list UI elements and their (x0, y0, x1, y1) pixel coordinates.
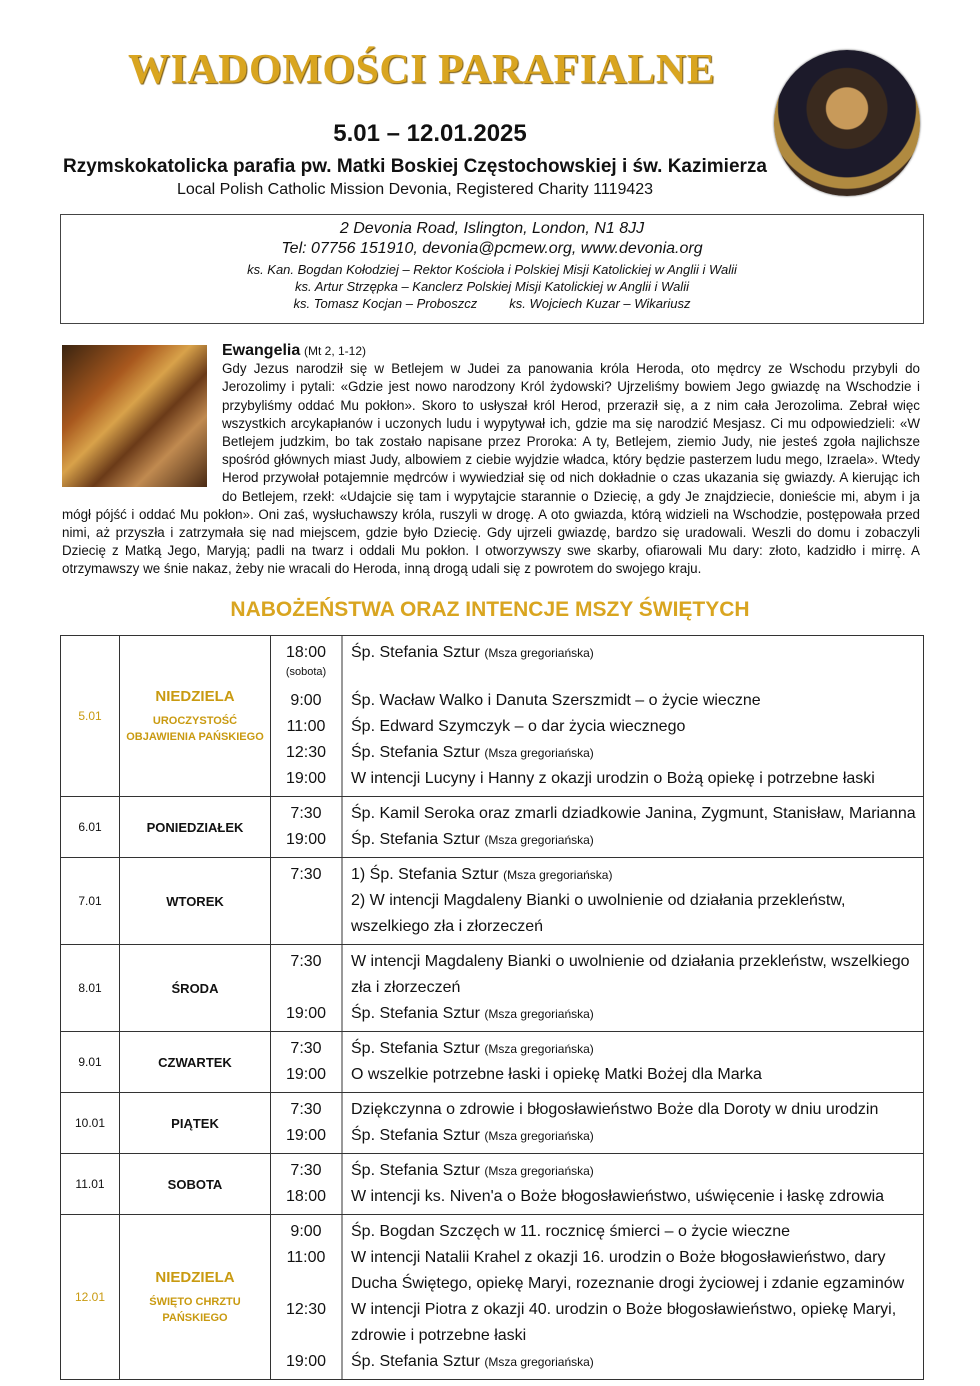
day-name: NIEDZIELA (155, 1268, 235, 1286)
mass-time (271, 1036, 341, 1062)
mass-time-value: 19:00 (285, 1005, 327, 1022)
parish-name: Rzymskokatolicka parafia pw. Matki Boskiej Częstochowskiej i św. Kazimierza (63, 156, 767, 177)
clergy-vicar: ks. Wojciech Kuzar – Wikariusz (509, 296, 691, 311)
day-name: NIEDZIELA (155, 687, 235, 705)
mass-entry (271, 1158, 923, 1184)
contact-box (60, 214, 924, 324)
newsletter-title: WIADOMOŚCI PARAFIALNE (128, 47, 716, 93)
mass-intention (341, 1001, 923, 1027)
day-name: PONIEDZIAŁEK (146, 819, 244, 835)
mass-intention (341, 1184, 923, 1210)
mass-time (271, 640, 341, 688)
day-name-cell (120, 1154, 271, 1215)
masses-cell (271, 1215, 924, 1380)
day-name: ŚRODA (171, 980, 219, 996)
mass-entry (271, 1062, 923, 1088)
mass-time (271, 740, 341, 766)
day-name-cell (120, 636, 271, 797)
mass-time-value: 18:00 (285, 1188, 327, 1205)
mass-entry (271, 888, 923, 940)
mass-time (271, 1219, 341, 1245)
mass-time-value: 7:30 (290, 866, 322, 883)
mass-time (271, 888, 341, 940)
day-name: WTOREK (166, 893, 224, 909)
day-name-cell (120, 797, 271, 858)
mass-entry (271, 640, 923, 688)
mass-entry (271, 740, 923, 766)
mass-intention (341, 1349, 923, 1375)
day-date: 12.01 (61, 1215, 120, 1380)
mass-intention (341, 1219, 923, 1245)
day-name: CZWARTEK (158, 1054, 232, 1070)
date-range: 5.01 – 12.01.2025 (333, 120, 527, 147)
mass-time (271, 1062, 341, 1088)
intention-note: (Msza gregoriańska) (503, 868, 613, 882)
intention-text: O wszelkie potrzebne łaski i opiekę Matki Bożej dla Marka (351, 1066, 762, 1083)
day-name: SOBOTA (167, 1176, 223, 1192)
masses-cell (271, 858, 924, 945)
mass-time (271, 688, 341, 714)
masses-cell (271, 797, 924, 858)
intention-note: (Msza gregoriańska) (484, 746, 594, 760)
mass-time-value: 19:00 (285, 1353, 327, 1370)
mass-entry (271, 949, 923, 1001)
mass-time (271, 801, 341, 827)
day-name-cell (120, 1215, 271, 1380)
mass-time (271, 1123, 341, 1149)
mass-time (271, 1158, 341, 1184)
day-date: 7.01 (61, 858, 120, 945)
intention-text: W intencji Lucyny i Hanny z okazji urodzin o Bożą opiekę i potrzebne łaski (351, 770, 875, 787)
mass-entry (271, 766, 923, 792)
mass-entry (271, 1184, 923, 1210)
mass-entry (271, 801, 923, 827)
gospel-heading: Ewangelia (222, 342, 301, 359)
address: 2 Devonia Road, Islington, London, N1 8JJ (339, 220, 645, 237)
intention-text: Dziękczynna o zdrowie i błogosławieństwo Boże dla Doroty w dniu urodzin (351, 1101, 879, 1118)
mass-entry (271, 1036, 923, 1062)
intention-text: Śp. Stefania Sztur (351, 1162, 480, 1179)
masses-cell (271, 1032, 924, 1093)
intention-note: (Msza gregoriańska) (484, 1355, 594, 1369)
intention-text: Śp. Stefania Sztur (351, 1040, 480, 1057)
intention-text: Śp. Stefania Sztur (351, 644, 480, 661)
schedule-row (61, 797, 924, 858)
mass-time-value: 11:00 (286, 718, 326, 735)
schedule-row (61, 945, 924, 1032)
mass-time-value: 7:30 (290, 953, 322, 970)
day-date: 5.01 (61, 636, 120, 797)
mass-time-value: 19:00 (285, 770, 327, 787)
mass-time-value: 12:30 (285, 1301, 327, 1318)
intention-text: Śp. Edward Szymczyk – o dar życia wiecznego (351, 718, 686, 735)
clergy-parish-priest: ks. Tomasz Kocjan – Proboszcz (293, 296, 478, 311)
mass-time (271, 1245, 341, 1297)
mass-intention (341, 640, 923, 688)
schedule-title: NABOŻEŃSTWA ORAZ INTENCJE MSZY ŚWIĘTYCH (230, 598, 750, 621)
mass-intention (341, 888, 923, 940)
masses-cell (271, 1154, 924, 1215)
mass-time-value: 19:00 (285, 831, 327, 848)
intention-text: Śp. Stefania Sztur (351, 831, 480, 848)
mass-intention (341, 949, 923, 1001)
day-date: 8.01 (61, 945, 120, 1032)
intention-note: (Msza gregoriańska) (484, 1042, 594, 1056)
mass-intention (341, 1245, 923, 1297)
intention-note: (Msza gregoriańska) (484, 1129, 594, 1143)
mass-entry (271, 714, 923, 740)
schedule-row (61, 1215, 924, 1380)
intention-text: Śp. Bogdan Szczęch w 11. rocznicę śmierci – o życie wieczne (351, 1223, 791, 1240)
mass-schedule-table (60, 635, 924, 1380)
day-date: 9.01 (61, 1032, 120, 1093)
mass-intention (341, 862, 923, 888)
gospel-text: Gdy Jezus narodził się w Betlejem w Judei za panowania króla Heroda, oto mędrcy ze Wschodu przybyli do Jerozolimy i pytali: «Gdzie jest nowo narodzony Król żydowski? Ujrzeliśmy bowiem Jego gwiazdę na Wschodzie i przybyliśmy oddać Mu pokłon». Skoro to usłyszał król Herod, przeraził się, a z nim cała Jerozolima. Zebrał więc wszystkich arcykapłanów i uczonych ludu i wypytywał ich, gdzie ma się narodzić Mesjasz. Ci mu odpowiedzieli: «W Betlejem judzkim, bo tak zostało napisane przez Proroka: A ty, Betlejem, ziemio Judy, nie jesteś zgoła najlichsze spośród głównych miast Judy, albowiem z ciebie wyjdzie władca, który będzie pasterzem ludu mego, Izraela». Wtedy Herod przywołał potajemnie mędrców i wywiedział się od nich dokładnie o czas ukazania się gwiazdy. A kierując ich do Betlejem, rzekł: «Udajcie się tam i wypytajcie starannie o Dziecię, a gdy Je znajdziecie, donieście mi, abym i ja mógł pójść i oddać Mu pokłon». Oni zaś, wysłuchawszy króla, ruszyli w drogę. A oto gwiazda, którą widzieli na Wschodzie, postępowała przed nimi, aż przyszła i zatrzymała się nad miejscem, gdzie było Dziecię. Gdy ujrzeli gwiazdę, bardzo się uradowali. Weszli do domu i zobaczyli Dziecię z Matką Jego, Maryją; padli na twarz i oddali Mu pokłon. I otworzywszy swe skarby, ofiarowali Mu dary: złoto, kadzidło i mirrę. A otrzymawszy we śnie nakaz, żeby nie wracali do Heroda, inną drogą udali się z powrotem do swojego kraju. (62, 361, 920, 577)
intention-text: W intencji ks. Niven'a o Boże błogosławieństwo, uświęcenie i łaskę zdrowia (351, 1188, 885, 1205)
intention-text: Śp. Stefania Sztur (351, 1127, 480, 1144)
mass-entry (271, 827, 923, 853)
day-name-cell (120, 1093, 271, 1154)
schedule-row (61, 1032, 924, 1093)
intention-text: Śp. Stefania Sztur (351, 744, 480, 761)
clergy-chancellor: ks. Artur Strzępka – Kanclerz Polskiej Misji Katolickiej w Anglii i Walii (295, 279, 689, 294)
mass-entry (271, 1001, 923, 1027)
feast-name: ŚWIĘTO CHRZTU PAŃSKIEGO (149, 1295, 241, 1324)
intention-note: (Msza gregoriańska) (484, 646, 594, 660)
gospel-reference: (Mt 2, 1-12) (303, 344, 366, 358)
schedule-row (61, 636, 924, 797)
mass-intention (341, 1062, 923, 1088)
mass-time (271, 949, 341, 1001)
mass-intention (341, 1158, 923, 1184)
mass-intention (341, 827, 923, 853)
intention-text: 1) Śp. Stefania Sztur (351, 866, 499, 883)
intention-text: Śp. Kamil Seroka oraz zmarli dziadkowie Janina, Zygmunt, Stanisław, Marianna (351, 805, 916, 822)
mass-entry (271, 1219, 923, 1245)
intention-note: (Msza gregoriańska) (484, 1164, 594, 1178)
mass-time-value: 11:00 (286, 1249, 326, 1266)
mass-time (271, 1097, 341, 1123)
intention-text: Śp. Wacław Walko i Danuta Szerszmidt – o życie wieczne (351, 692, 761, 709)
clergy-list (61, 261, 923, 312)
intention-text: W intencji Magdaleny Bianki o uwolnienie od działania przekleństw, wszelkiego zła i złorzeczeń (351, 953, 910, 996)
mass-time-value: 19:00 (285, 1066, 327, 1083)
mass-entry (271, 1097, 923, 1123)
intention-text: W intencji Piotra z okazji 40. urodzin o Boże błogosławieństwo, opiekę Maryi, zdrowie i potrzebne łaski (351, 1301, 897, 1344)
masses-cell (271, 636, 924, 797)
mass-time (271, 827, 341, 853)
mass-intention (341, 714, 923, 740)
mass-time-value: 9:00 (290, 1223, 322, 1240)
masses-cell (271, 1093, 924, 1154)
mass-intention (341, 1097, 923, 1123)
mission-name: Local Polish Catholic Mission Devonia, Registered Charity 1119423 (176, 181, 654, 198)
mass-time (271, 862, 341, 888)
mass-time-value: 18:00 (285, 644, 327, 661)
day-name-cell (120, 1032, 271, 1093)
day-date: 6.01 (61, 797, 120, 858)
mass-intention (341, 1036, 923, 1062)
intention-text: 2) W intencji Magdaleny Bianki o uwolnienie od działania przekleństw, wszelkiego zła i złorzeczeń (351, 892, 846, 935)
mass-time-note: (sobota) (285, 666, 327, 678)
mass-time (271, 766, 341, 792)
gospel-section (62, 342, 920, 579)
day-name-cell (120, 858, 271, 945)
mass-intention (341, 766, 923, 792)
mass-time-value: 7:30 (290, 805, 322, 822)
day-name: PIĄTEK (171, 1115, 219, 1131)
intention-text: W intencji Natalii Krahel z okazji 16. urodzin o Boże błogosławieństwo, dary Ducha Świętego, opiekę Maryi, rozeznanie drogi życiowej i zdanie egzaminów (351, 1249, 905, 1292)
mass-entry (271, 1297, 923, 1349)
mass-entry (271, 1245, 923, 1297)
mass-time-value: 7:30 (290, 1162, 322, 1179)
mass-intention (341, 1123, 923, 1149)
intention-note: (Msza gregoriańska) (484, 1007, 594, 1021)
mass-time-value: 19:00 (285, 1127, 327, 1144)
feast-name: UROCZYSTOŚĆ OBJAWIENIA PAŃSKIEGO (126, 714, 264, 743)
mass-time (271, 1297, 341, 1349)
intention-text: Śp. Stefania Sztur (351, 1353, 480, 1370)
mass-time-value: 9:00 (290, 692, 322, 709)
mass-time (271, 1001, 341, 1027)
mass-entry (271, 688, 923, 714)
mass-entry (271, 1123, 923, 1149)
mass-time (271, 1184, 341, 1210)
mass-intention (341, 1297, 923, 1349)
mass-time-value: 7:30 (290, 1040, 322, 1057)
mass-entry (271, 862, 923, 888)
schedule-row (61, 1093, 924, 1154)
mass-time (271, 1349, 341, 1375)
intention-text: Śp. Stefania Sztur (351, 1005, 480, 1022)
schedule-row (61, 858, 924, 945)
mass-intention (341, 801, 923, 827)
day-name-cell (120, 945, 271, 1032)
masses-cell (271, 945, 924, 1032)
clergy-rector: ks. Kan. Bogdan Kołodziej – Rektor Kościoła i Polskiej Misji Katolickiej w Anglii i Walii (247, 262, 737, 277)
day-date: 11.01 (61, 1154, 120, 1215)
mass-time-value: 7:30 (290, 1101, 322, 1118)
intention-note: (Msza gregoriańska) (484, 833, 594, 847)
contact-details: Tel: 07756 151910, devonia@pcmew.org, www.devonia.org (281, 240, 703, 257)
mass-time (271, 714, 341, 740)
day-date: 10.01 (61, 1093, 120, 1154)
schedule-row (61, 1154, 924, 1215)
mass-entry (271, 1349, 923, 1375)
mass-intention (341, 740, 923, 766)
mass-time-value: 12:30 (285, 744, 327, 761)
mass-intention (341, 688, 923, 714)
